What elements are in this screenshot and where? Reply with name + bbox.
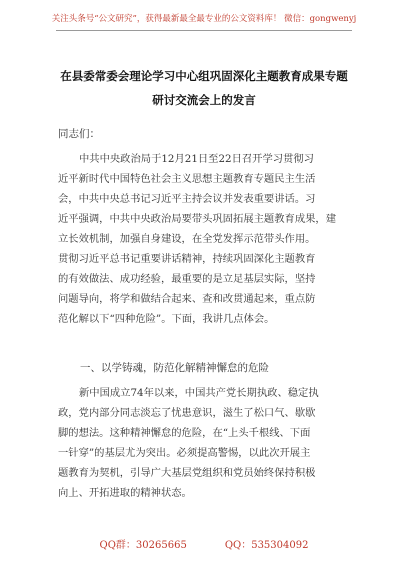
paragraph-line: 脚的想法。这种精神懈怠的危险，在“上头千根线、下面 [58, 427, 311, 439]
paragraph-line: 会，中共中央总书记习近平主持会议并发表重要讲话。习 [58, 193, 316, 205]
document-title-line-1: 在县委常委会理论学习中心组巩固深化主题教育成果专题 [60, 69, 348, 83]
document-title-line-2: 研讨交流会上的发言 [152, 93, 256, 107]
header-divider [56, 30, 352, 31]
paragraph-line: 的有效做法、成功经验，最重要的是立足基层实际，坚持 [58, 273, 316, 285]
paragraph-line: 问题导向，将学和做结合起来、查和改贯通起来，重点防 [58, 293, 316, 305]
paragraph-line: 近平新时代中国特色社会主义思想主题教育专题民主生活 [58, 173, 316, 185]
paragraph-line: 近平强调，中共中央政治局要带头巩固拓展主题教育成果，建 [58, 213, 337, 225]
footer-qq-number: QQ：535304092 [224, 540, 309, 551]
paragraph-line: 新中国成立74年以来，中国共产党长期执政、稳定执 [79, 387, 319, 399]
header-banner: 关注头条号“公文研究”，获得最新最全最专业的公文资料库！ 微信：gongwenyj [51, 14, 357, 24]
footer-qq-group: QQ群：30265665 [99, 540, 187, 551]
paragraph-line: 政，党内部分同志淡忘了忧患意识，滋生了松口气、歇歇 [58, 407, 316, 419]
paragraph-line: 范化解以下“四种危险”。下面，我讲几点体会。 [58, 313, 275, 325]
salutation: 同志们： [58, 128, 100, 140]
paragraph-line: 向上、开拓进取的精神状态。 [58, 487, 192, 499]
paragraph-2 [58, 383, 358, 503]
paragraph-line: 题教育为契机，引导广大基层党组织和党员始终保持积极 [58, 467, 316, 479]
paragraph-1 [58, 149, 358, 329]
paragraph-line: 中共中央政治局于12月21日至22日召开学习贯彻习 [79, 153, 314, 165]
section-heading-1: 一、以学铸魂，防范化解精神懈怠的危险 [80, 362, 269, 374]
footer-contact [0, 536, 408, 551]
paragraph-line: 立长效机制，加强自身建设，在全党发挥示范带头作用。 [58, 233, 316, 245]
paragraph-line: 一针穿”的基层尤为突出。必须提高警惕，以此次开展主 [58, 447, 311, 459]
paragraph-line: 贯彻习近平总书记重要讲话精神，持续巩固深化主题教育 [58, 253, 316, 265]
